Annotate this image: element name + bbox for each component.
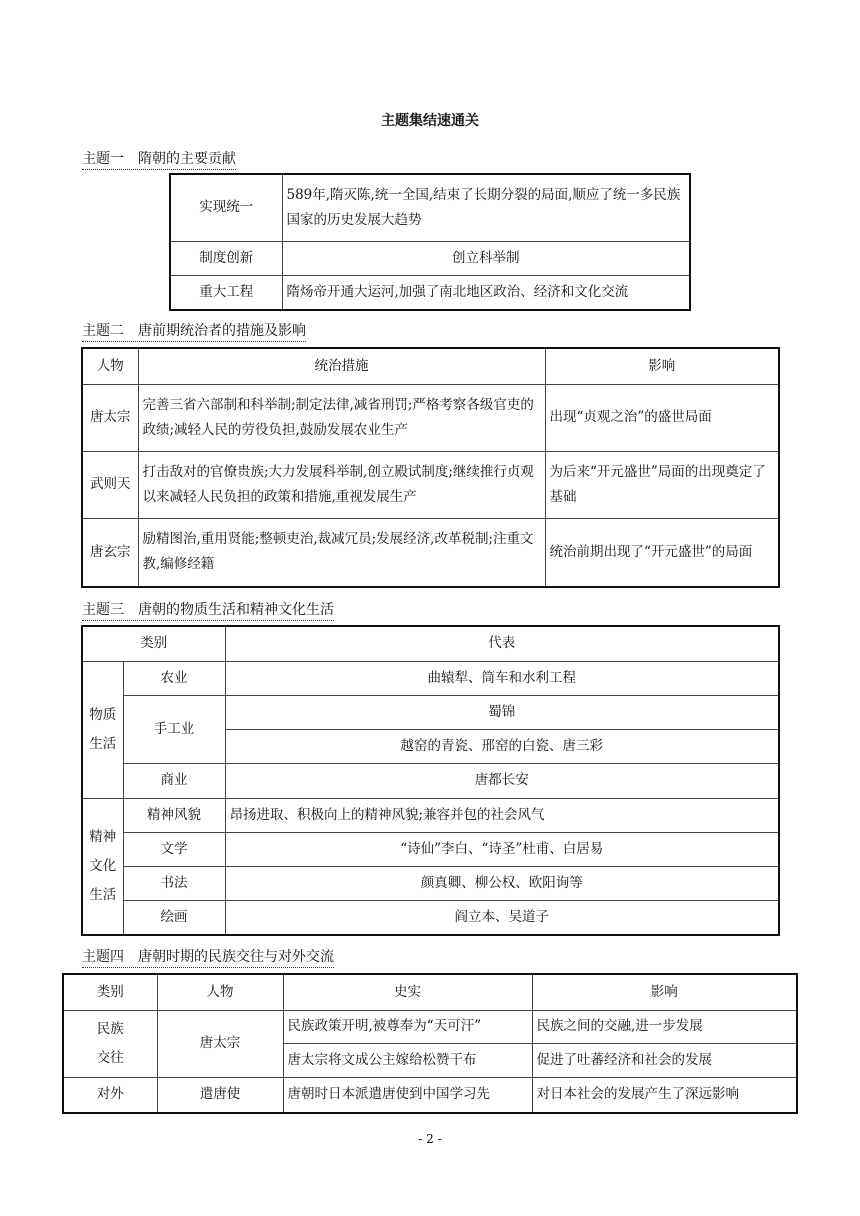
table-row xyxy=(82,451,779,518)
category-cell: 精神风貌 xyxy=(123,798,225,832)
row-content: 创立科举制 xyxy=(282,241,690,275)
column-header: 类别 xyxy=(63,974,157,1010)
section-heading-tang-exchange: 主题四 唐朝时期的民族交往与对外交流 xyxy=(82,946,334,968)
person-cell: 遣唐使 xyxy=(157,1077,283,1113)
section-heading-tang-life: 主题三 唐朝的物质生活和精神文化生活 xyxy=(82,599,334,621)
column-header: 影响 xyxy=(532,974,797,1010)
row-content: 589年,隋灭陈,统一全国,结束了长期分裂的局面,顺应了统一多民族国家的历史发展大趋势 xyxy=(282,174,690,241)
group-spiritual-label: 精神文化生活 xyxy=(89,828,117,903)
fact-cell: 唐朝时日本派遣唐使到中国学习先 xyxy=(283,1077,532,1113)
category-cell: 手工业 xyxy=(123,695,225,763)
table-row xyxy=(82,384,779,451)
person-cell: 唐太宗 xyxy=(82,384,138,451)
column-header: 史实 xyxy=(283,974,532,1010)
page-title: 主题集结速通关 xyxy=(381,113,479,129)
table-header-row xyxy=(82,348,779,384)
category-ethnic-label: 民族交往 xyxy=(96,1020,124,1066)
column-header: 统治措施 xyxy=(138,348,545,384)
impact-cell: 民族之间的交融,进一步发展 xyxy=(532,1010,797,1043)
impact-cell: 统治前期出现了“开元盛世”的局面 xyxy=(545,518,779,587)
section-heading-sui: 主题一 隋朝的主要贡献 xyxy=(82,148,236,170)
measures-cell: 完善三省六部制和科举制;制定法律,减省刑罚;严格考察各级官吏的政绩;减轻人民的劳役负担,鼓励发展农业生产 xyxy=(138,384,545,451)
impact-cell: 出现“贞观之治”的盛世局面 xyxy=(545,384,779,451)
group-material xyxy=(82,661,123,798)
fact-cell: 民族政策开明,被尊奉为“天可汗” xyxy=(283,1010,532,1043)
representative-cell: 蜀锦 xyxy=(225,695,779,729)
impact-cell: 促进了吐蕃经济和社会的发展 xyxy=(532,1043,797,1077)
representative-cell: 昂扬进取、积极向上的精神风貌;兼容并包的社会风气 xyxy=(225,798,779,832)
table-row xyxy=(170,174,690,241)
column-header: 代表 xyxy=(225,626,779,661)
row-label: 实现统一 xyxy=(170,174,282,241)
person-cell: 武则天 xyxy=(82,451,138,518)
category-cell: 对外 xyxy=(63,1077,157,1113)
fact-cell: 唐太宗将文成公主嫁给松赞干布 xyxy=(283,1043,532,1077)
table-row xyxy=(170,241,690,275)
row-content: 隋炀帝开通大运河,加强了南北地区政治、经济和文化交流 xyxy=(282,275,690,310)
sui-contributions-table xyxy=(169,173,691,311)
column-header: 人物 xyxy=(157,974,283,1010)
column-header: 人物 xyxy=(82,348,138,384)
table-row xyxy=(170,275,690,310)
row-label: 重大工程 xyxy=(170,275,282,310)
group-spiritual xyxy=(82,798,123,935)
table-row xyxy=(82,900,779,935)
representative-cell: 阎立本、吴道子 xyxy=(225,900,779,935)
person-cell: 唐太宗 xyxy=(157,1010,283,1077)
group-material-label: 物质生活 xyxy=(89,706,117,752)
table-row xyxy=(82,695,779,729)
section-heading-tang-rulers: 主题二 唐前期统治者的措施及影响 xyxy=(82,320,306,342)
tang-exchange-table xyxy=(62,973,798,1114)
representative-cell: 唐都长安 xyxy=(225,763,779,798)
representative-cell: 曲辕犁、筒车和水利工程 xyxy=(225,661,779,695)
table-row xyxy=(82,763,779,798)
representative-cell: 颜真卿、柳公权、欧阳询等 xyxy=(225,866,779,900)
category-cell: 商业 xyxy=(123,763,225,798)
table-row xyxy=(63,1077,797,1113)
measures-cell: 打击敌对的官僚贵族;大力发展科举制,创立殿试制度;继续推行贞观以来减轻人民负担的政策和措施,重视发展生产 xyxy=(138,451,545,518)
tang-life-table xyxy=(81,625,780,936)
table-row xyxy=(63,1010,797,1043)
table-header-row xyxy=(82,626,779,661)
table-row xyxy=(82,518,779,587)
impact-cell: 为后来“开元盛世”局面的出现奠定了基础 xyxy=(545,451,779,518)
category-cell: 书法 xyxy=(123,866,225,900)
page-number: - 2 - xyxy=(418,1132,442,1146)
table-header-row xyxy=(63,974,797,1010)
tang-rulers-table xyxy=(81,347,780,588)
representative-cell: 越窑的青瓷、邢窑的白瓷、唐三彩 xyxy=(225,729,779,763)
table-row xyxy=(82,798,779,832)
category-cell: 文学 xyxy=(123,832,225,866)
category-cell: 绘画 xyxy=(123,900,225,935)
table-row xyxy=(82,832,779,866)
measures-cell: 励精图治,重用贤能;整顿吏治,裁减冗员;发展经济,改革税制;注重文教,编修经籍 xyxy=(138,518,545,587)
category-cell xyxy=(63,1010,157,1077)
representative-cell: “诗仙”李白、“诗圣”杜甫、白居易 xyxy=(225,832,779,866)
column-header: 影响 xyxy=(545,348,779,384)
category-cell: 农业 xyxy=(123,661,225,695)
impact-cell: 对日本社会的发展产生了深远影响 xyxy=(532,1077,797,1113)
row-label: 制度创新 xyxy=(170,241,282,275)
table-row xyxy=(82,866,779,900)
person-cell: 唐玄宗 xyxy=(82,518,138,587)
column-header: 类别 xyxy=(82,626,225,661)
table-row xyxy=(82,661,779,695)
